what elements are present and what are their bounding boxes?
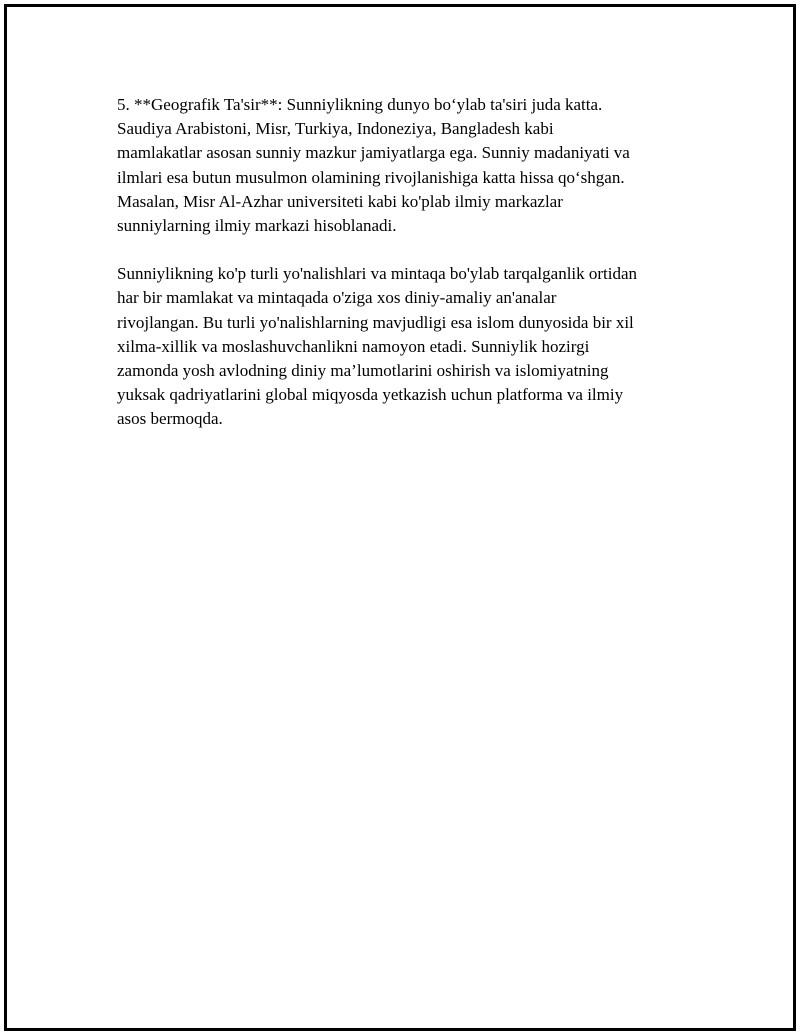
paragraph-diversity: Sunniylikning ko'p turli yo'nalishlari va mintaqa bo'ylab tarqalganlik ortidan har bir mamlakat va mintaqada o'ziga xos diniy-amaliy an'analar rivojlangan. Bu turli yo'nalishlarning mavjudligi esa islom dunyosida bir xil xilma-xillik va moslashuvchanlikni namoyon etadi. Sunniylik hozirgi zamonda yosh avlodning diniy ma’lumotlarini oshirish va islomiyatning yuksak qadriyatlarini global miqyosda yetkazish uchun platforma va ilmiy asos bermoqda. (117, 264, 638, 429)
document-body (117, 93, 702, 456)
paragraph-geographic-influence: 5. **Geografik Ta'sir**: Sunniylikning dunyo bo‘ylab ta'siri juda katta. Saudiya Arabistoni, Misr, Turkiya, Indoneziya, Bangladesh kabi mamlakatlar asosan sunniy mazkur jamiyatlarga ega. Sunniy madaniyati va ilmlari esa butun musulmon olamining rivojlanishiga katta hissa qo‘shgan. Masalan, Misr Al-Azhar universiteti kabi ko'plab ilmiy markazlar sunniylarning ilmiy markazi hisoblanadi. (117, 95, 630, 236)
